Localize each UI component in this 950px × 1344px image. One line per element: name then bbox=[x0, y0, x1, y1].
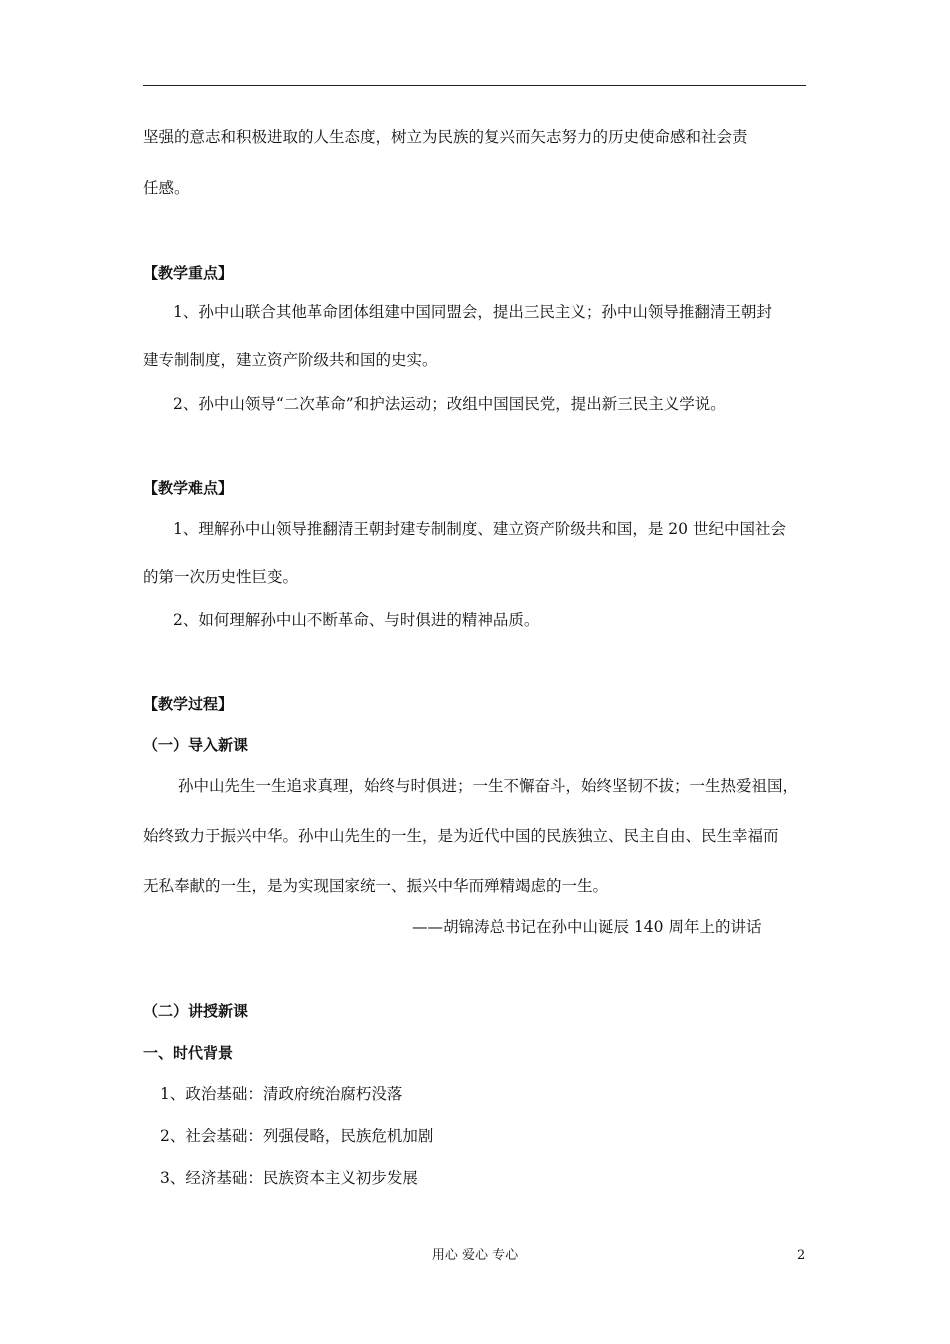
intro-text-line: 坚强的意志和积极进取的人生态度，树立为民族的复兴而矢志努力的历史使命感和社会责 bbox=[143, 128, 748, 146]
difficult-point-text: 2、如何理解孙中山不断革命、与时俱进的精神品质。 bbox=[173, 611, 540, 629]
quote-source: ——胡锦涛总书记在孙中山诞辰 140 周年上的讲话 bbox=[412, 918, 762, 936]
process-heading: 【教学过程】 bbox=[143, 695, 234, 713]
background-item: 1、政治基础：清政府统治腐朽没落 bbox=[160, 1085, 403, 1103]
intro-lesson-heading: （一）导入新课 bbox=[143, 736, 249, 754]
header-rule bbox=[143, 85, 806, 86]
key-point-text: 2、孙中山领导“二次革命”和护法运动；改组中国国民党，提出新三民主义学说。 bbox=[173, 395, 726, 413]
key-point-text: 1、孙中山联合其他革命团体组建中国同盟会，提出三民主义；孙中山领导推翻清王朝封 bbox=[173, 303, 772, 321]
page-number: 2 bbox=[797, 1248, 806, 1263]
key-points-heading: 【教学重点】 bbox=[143, 264, 234, 282]
quote-text: 始终致力于振兴中华。孙中山先生的一生，是为近代中国的民族独立、民主自由、民生幸福而 bbox=[143, 827, 779, 845]
difficult-point-text: 的第一次历史性巨变。 bbox=[143, 568, 299, 586]
background-item: 2、社会基础：列强侵略，民族危机加剧 bbox=[160, 1127, 434, 1145]
quote-text: 无私奉献的一生，是为实现国家统一、振兴中华而殚精竭虑的一生。 bbox=[143, 877, 609, 895]
section-heading: 一、时代背景 bbox=[143, 1044, 234, 1062]
footer-text: 用心 爱心 专心 bbox=[431, 1248, 519, 1263]
intro-text-line: 任感。 bbox=[143, 179, 190, 197]
key-point-text: 建专制制度，建立资产阶级共和国的史实。 bbox=[143, 351, 438, 369]
background-item: 3、经济基础：民族资本主义初步发展 bbox=[160, 1169, 418, 1187]
quote-text: 孙中山先生一生追求真理，始终与时俱进；一生不懈奋斗，始终坚韧不拔；一生热爱祖国， bbox=[178, 777, 799, 795]
difficult-points-heading: 【教学难点】 bbox=[143, 479, 234, 497]
new-lesson-heading: （二）讲授新课 bbox=[143, 1002, 249, 1020]
difficult-point-text: 1、理解孙中山领导推翻清王朝封建专制制度、建立资产阶级共和国，是 20 世纪中国社会 bbox=[173, 520, 786, 538]
